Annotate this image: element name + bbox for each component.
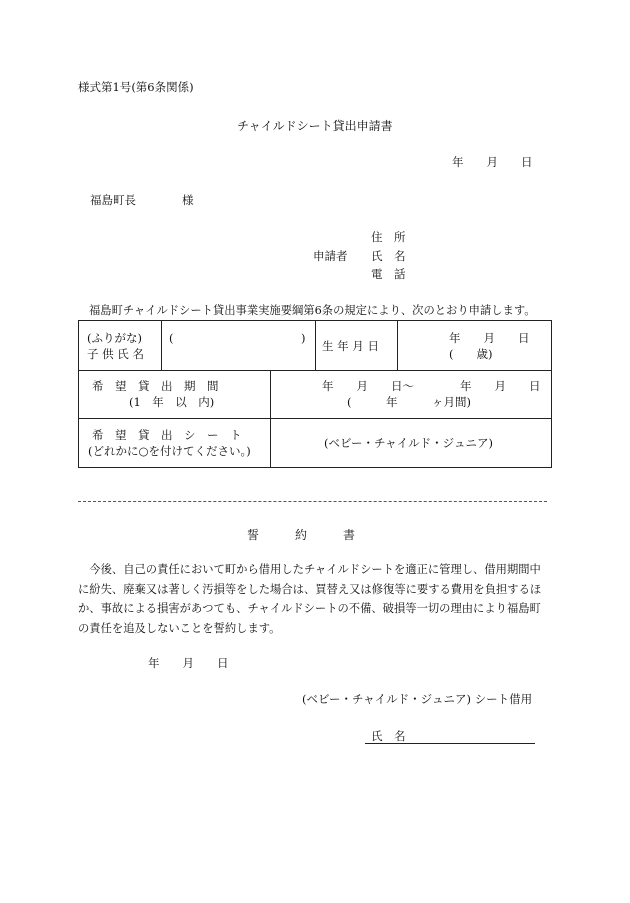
period-label: 希 望 貸 出 期 間 (92, 379, 219, 393)
dob-value: 年 月 日 (449, 331, 530, 345)
seat-note: (どれかに○を付けてください。) (88, 444, 251, 458)
child-name-bracket-close: ) (301, 331, 306, 345)
application-table (78, 320, 552, 468)
intro-text: 福島町チャイルドシート貸出事業実施要綱第6条の規定により、次のとおり申請します。 (89, 304, 536, 317)
table-row-divider (79, 418, 551, 419)
dashed-separator (78, 501, 547, 502)
borrower-label: (ベビー・チャイルド・ジュニア) シート借用 (302, 692, 533, 706)
pledge-date: 年 月 日 (148, 656, 229, 670)
table-col-divider (161, 321, 162, 370)
document-title: チャイルドシート貸出申請書 (237, 119, 393, 133)
seat-label: 希 望 貸 出 シ ー ト (92, 428, 242, 442)
table-col-divider (315, 321, 316, 370)
applicant-label: 申請者 (313, 249, 348, 263)
pledge-title: 誓 約 書 (247, 528, 356, 542)
child-name-bracket-open: ( (169, 331, 174, 345)
period-note: (1 年 以 内) (129, 395, 215, 409)
form-number: 様式第1号(第6条関係) (78, 80, 194, 94)
application-date: 年 月 日 (452, 155, 533, 169)
name-label: 氏 名 (371, 249, 406, 263)
table-col-divider (270, 370, 271, 467)
seat-options: (ベビー・チャイルド・ジュニア) (324, 436, 493, 450)
period-months: ( 年 ヶ月間) (347, 395, 471, 409)
age-value: ( 歳) (449, 347, 493, 361)
signature-line (365, 743, 535, 744)
furigana-label: (ふりがな) (87, 331, 142, 345)
addressee: 福島町長 様 (90, 193, 194, 207)
signature-name-label: 氏 名 (371, 729, 406, 743)
table-row-divider (79, 370, 551, 371)
period-value: 年 月 日〜 年 月 日 (322, 379, 541, 393)
table-col-divider (397, 321, 398, 370)
dob-label: 生 年 月 日 (322, 339, 379, 353)
pledge-body: 今後、自己の責任において町から借用したチャイルドシートを適正に管理し、借用期間中に紛失、廃棄又は著しく汚損等をした場合は、買替え又は修復等に要する費用を負担するほか、事故による損害があつても、チャイルドシートの不備、破損等一切の理由により福島町の責任を追及しないことを誓約します。 (78, 563, 542, 635)
child-name-label: 子 供 氏 名 (87, 347, 144, 361)
address-label: 住 所 (371, 230, 406, 244)
phone-label: 電 話 (371, 267, 406, 281)
